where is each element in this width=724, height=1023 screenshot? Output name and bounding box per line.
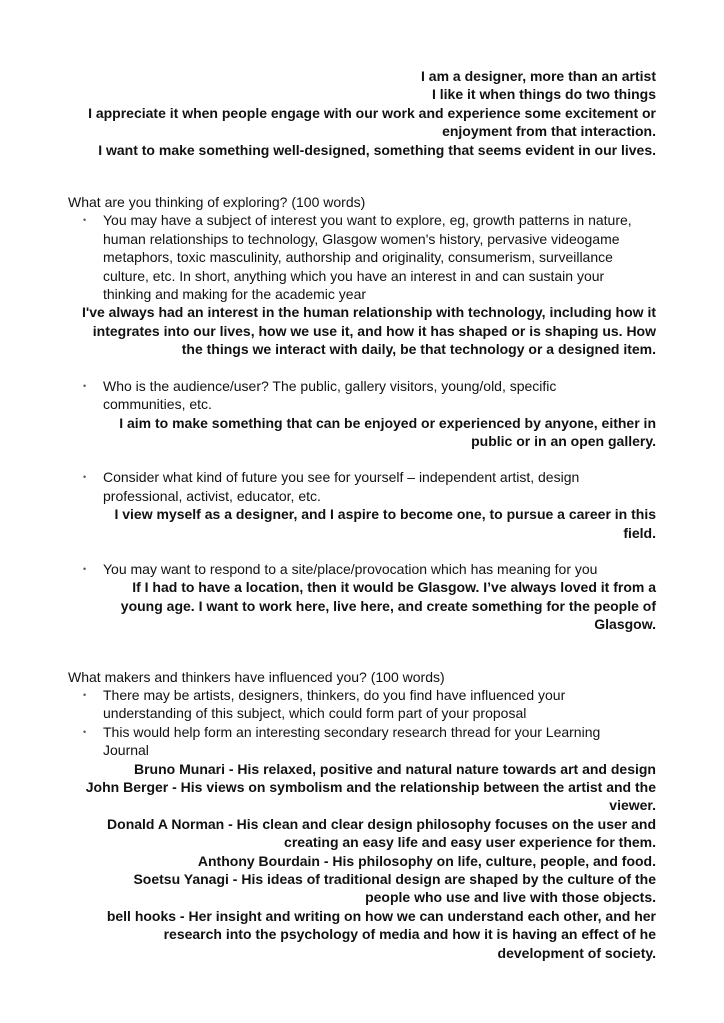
section-exploring [68,193,656,634]
prompt-list [68,211,656,303]
influence-item: Anthony Bourdain - His philosophy on life, culture, people, and food. [197,852,656,869]
document-page [68,67,656,962]
intro-line: I like it when things do two things [432,86,656,103]
intro-line: I want to make something well-designed, something that seems evident in our lives. [98,141,656,158]
section-heading: What are you thinking of exploring? (100 words) [68,194,366,211]
spacer [68,159,656,193]
answer-text: I aim to make something that can be enjoyed or experienced by anyone, either in public or in an open gallery. [119,414,656,449]
prompt-item: • There may be artists, designers, thinkers, do you find have influenced your understanding of this subject, which could form part of your proposal [68,686,656,723]
prompt-list [68,468,656,505]
prompt-item: • Consider what kind of future you see for yourself – independent artist, design professional, activist, educator, etc. [68,468,656,505]
influence-item: Soetsu Yanagi - His ideas of traditional design are shaped by the culture of the people who use and live with those objects. [133,871,656,906]
prompt-item: • You may want to respond to a site/place/provocation which has meaning for you [68,560,656,578]
prompt-list [68,377,656,414]
spacer [68,542,656,560]
spacer [68,634,656,668]
answer-text: I've always had an interest in the human relationship with technology, including how it integrates into our lives, how we use it, and how it has shaped or is shaping us. How the things we interact with daily, be that technology or a designed item. [81,304,656,358]
prompt-list [68,560,656,578]
influence-item: bell hooks - Her insight and writing on how we can understand each other, and her research into the psychology of media and how it is having an effect of he development of society. [106,907,656,961]
section-heading: What makers and thinkers have influenced you? (100 words) [68,668,445,685]
answer-text: If I had to have a location, then it would be Glasgow. I’ve always loved it from a young age. I want to work here, live here, and create something for the people of Glasgow. [120,579,656,633]
intro-line: I am a designer, more than an artist [421,68,656,84]
prompt-item: • Who is the audience/user? The public, gallery visitors, young/old, specific communities, etc. [68,377,656,414]
prompt-list [68,686,656,760]
influence-item: Donald A Norman - His clean and clear design philosophy focuses on the user and creating an easy life and easy user experience for them. [107,815,656,851]
intro-statement [68,67,656,159]
spacer [68,450,656,468]
answer-text: I view myself as a designer, and I aspire to become one, to pursue a career in this field. [114,506,656,541]
spacer [68,359,656,377]
prompt-item: • You may have a subject of interest you want to explore, eg, growth patterns in nature, human relationships to technology, Glasgow women's history, pervasive videogame metaphors, toxic masculinity, authorship and originality, consumerism, surveillance culture, etc. In short, anything which you have an interest in and can sustain your thinking and making for the academic year [68,211,656,303]
section-influences [68,668,656,963]
intro-line: I appreciate it when people engage with our work and experience some excitement or enjoyment from that interaction. [88,104,656,140]
influence-list [68,760,656,962]
influence-item: John Berger - His views on symbolism and the relationship between the artist and the viewer. [85,779,656,814]
prompt-item: • This would help form an interesting secondary research thread for your Learning Journal [68,723,656,760]
influence-item: Bruno Munari - His relaxed, positive and natural nature towards art and design [134,760,656,777]
